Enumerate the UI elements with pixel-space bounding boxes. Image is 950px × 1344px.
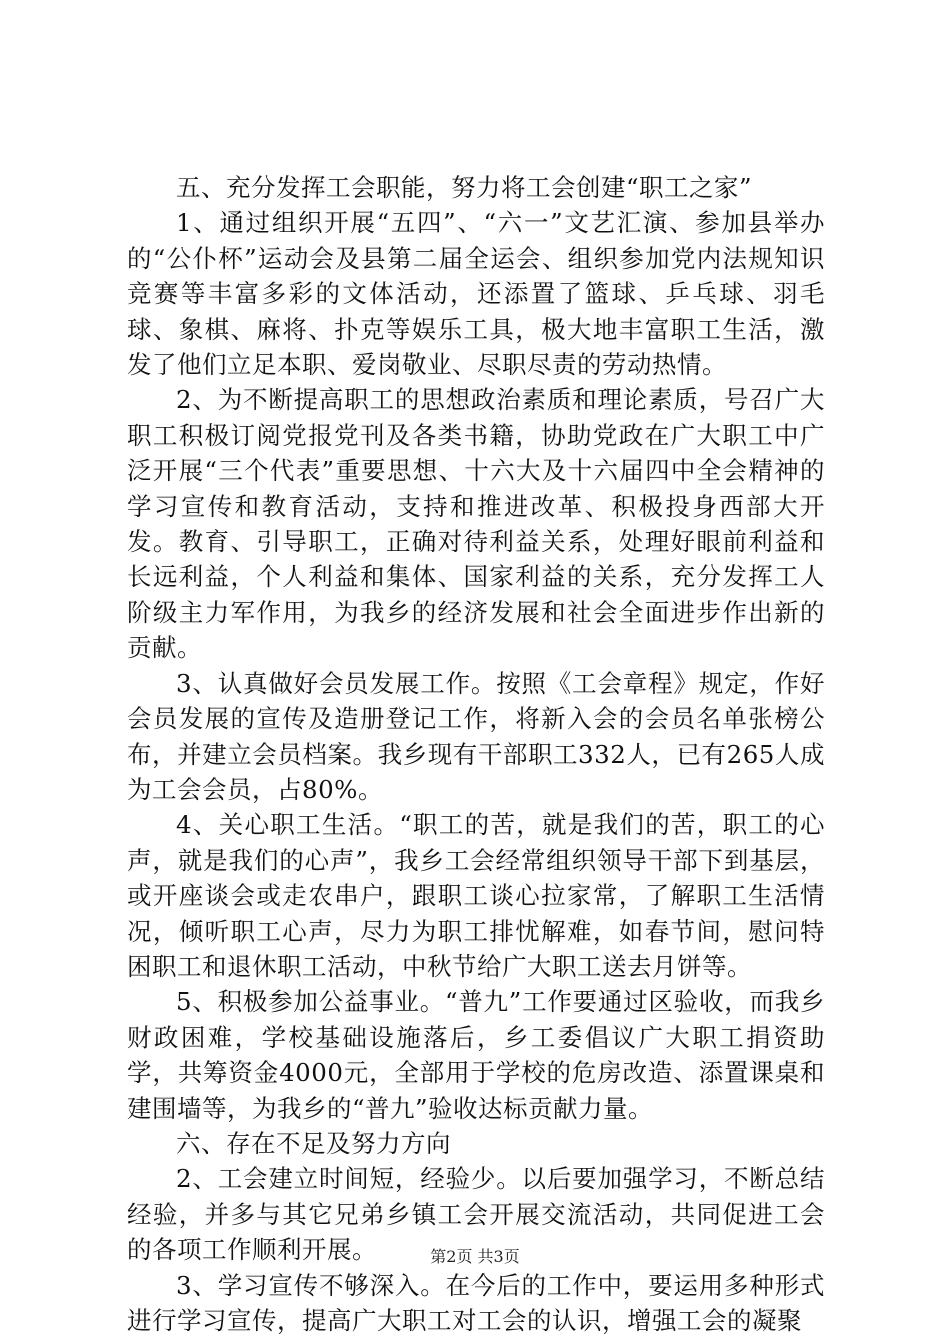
paragraph: 5、积极参加公益事业。“普九”工作要通过区验收，而我乡财政困难，学校基础设施落后，乡工委倡议广大职工捐资助学，共筹资金4000元，全部用于学校的危房改造、添置课桌和建围墙等，为我乡的“普九”验收达标贡献力量。: [127, 987, 825, 1123]
paragraph: 1、通过组织开展“五四”、“六一”文艺汇演、参加县举办的“公仆杯”运动会及县第二届全运会、组织参加党内法规知识竞赛等丰富多彩的文体活动，还添置了篮球、乒乓球、羽毛球、象棋、麻将、扑克等娱乐工具，极大地丰富职工生活，激发了他们立足本职、爱岗敬业、尽职尽责的劳动热情。: [127, 208, 825, 380]
section-heading-6: 六、存在不足及努力方向: [176, 1128, 451, 1158]
paragraph: 2、为不断提高职工的思想政治素质和理论素质，号召广大职工积极订阅党报党刊及各类书籍，协助党政在广大职工中广泛开展“三个代表”重要思想、十六大及十六届四中全会精神的学习宣传和教育活动，支持和推进改革、积极投身西部大开发。教育、引导职工，正确对待利益关系，处理好眼前利益和长远利益，个人利益和集体、国家利益的关系，充分发挥工人阶级主力军作用，为我乡的经济发展和社会全面进步作出新的贡献。: [127, 385, 825, 663]
paragraph: 3、学习宣传不够深入。在今后的工作中，要运用多种形式进行学习宣传，提高广大职工对工会的认识，增强工会的凝聚: [127, 1270, 825, 1335]
page-number-footer: 第2页 共3页: [430, 1247, 520, 1266]
paragraph: 2、工会建立时间短，经验少。以后要加强学习，不断总结经验，并多与其它兄弟乡镇工会开展交流活动，共同促进工会的各项工作顺利开展。: [127, 1164, 825, 1265]
section-heading-5: 五、充分发挥工会职能，努力将工会创建“职工之家”: [176, 173, 753, 202]
document-body: [127, 170, 825, 1338]
paragraph: 4、关心职工生活。“职工的苦，就是我们的苦，职工的心声，就是我们的心声”，我乡工会经常组织领导干部下到基层，或开座谈会或走农串户，跟职工谈心拉家常，了解职工生活情况，倾听职工心声，尽力为职工排忧解难，如春节间，慰问特困职工和退休职工活动，中秋节给广大职工送去月饼等。: [127, 810, 825, 981]
paragraph: 3、认真做好会员发展工作。按照《工会章程》规定，作好会员发展的宣传及造册登记工作，将新入会的会员名单张榜公布，并建立会员档案。我乡现有干部职工332人，已有265人成为工会会员，占80%。: [127, 668, 825, 804]
